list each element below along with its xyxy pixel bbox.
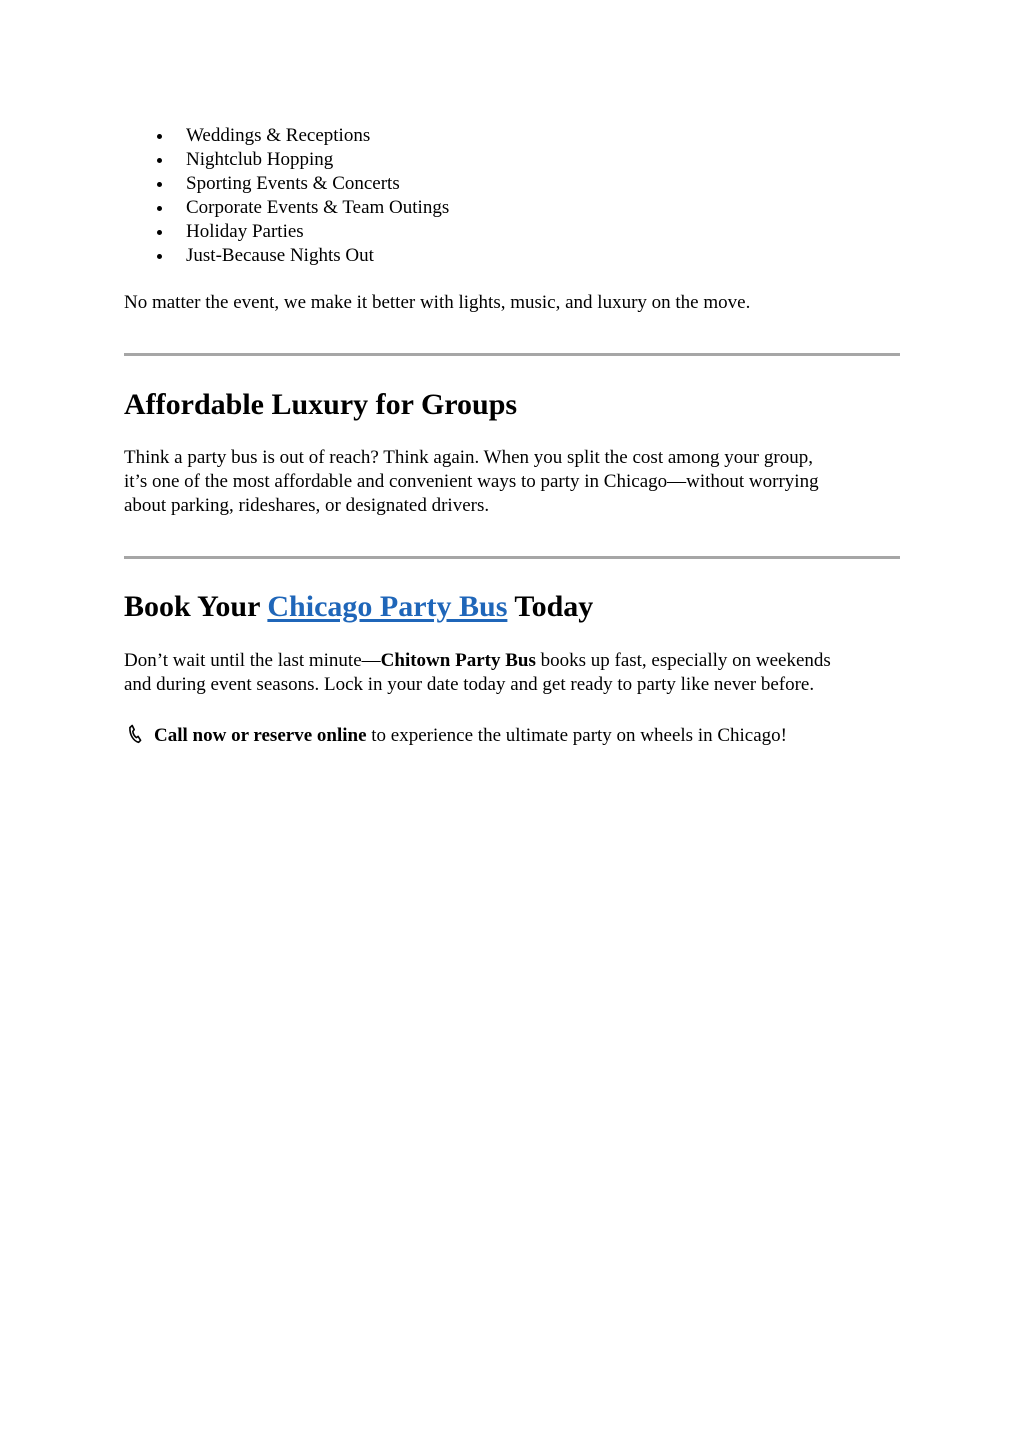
- list-item: [154, 196, 449, 220]
- event-type-list: [154, 124, 449, 268]
- bullet-icon: [157, 158, 162, 163]
- book-heading: [124, 589, 593, 625]
- paragraph-line: Think a party bus is out of reach? Think again. When you split the cost among your group,: [124, 447, 813, 468]
- company-name: Chitown Party Bus: [380, 650, 536, 671]
- list-item-text: Sporting Events & Concerts: [186, 173, 400, 194]
- book-heading-prefix: Book Your: [124, 590, 268, 623]
- phone-icon: [128, 724, 142, 744]
- chicago-party-bus-link[interactable]: Chicago Party Bus: [267, 590, 508, 623]
- book-heading-suffix: Today: [507, 590, 594, 623]
- cta-bold-text: Call now or reserve online: [154, 725, 367, 746]
- bullet-icon: [157, 230, 162, 235]
- bullet-icon: [157, 134, 162, 139]
- bullet-icon: [157, 206, 162, 211]
- section-divider: [124, 353, 900, 356]
- affordable-paragraph: [124, 446, 900, 518]
- list-item-text: Corporate Events & Team Outings: [186, 197, 450, 218]
- events-closing-paragraph: No matter the event, we make it better with lights, music, and luxury on the move.: [124, 292, 751, 313]
- paragraph-line: about parking, rideshares, or designated drivers.: [124, 495, 490, 516]
- paragraph-line: it’s one of the most affordable and convenient ways to party in Chicago—without worrying: [124, 471, 819, 492]
- affordable-heading: Affordable Luxury for Groups: [124, 388, 518, 421]
- list-item-text: Weddings & Receptions: [186, 125, 371, 146]
- list-item-text: Holiday Parties: [186, 221, 304, 242]
- list-item: [154, 148, 449, 172]
- list-item-text: Just-Because Nights Out: [186, 245, 374, 266]
- paragraph-line: [124, 649, 900, 673]
- bullet-icon: [157, 182, 162, 187]
- list-item: [154, 244, 449, 268]
- list-item-text: Nightclub Hopping: [186, 149, 334, 170]
- section-divider: [124, 556, 900, 559]
- paragraph-text: books up fast, especially on weekends: [535, 650, 831, 671]
- paragraph-line: and during event seasons. Lock in your date today and get ready to party like never before.: [124, 674, 815, 695]
- book-paragraph: [124, 649, 900, 697]
- list-item: [154, 220, 449, 244]
- call-to-action: [124, 724, 900, 748]
- cta-text: to experience the ultimate party on wheels in Chicago!: [366, 725, 787, 746]
- list-item: [154, 172, 449, 196]
- bullet-icon: [157, 254, 162, 259]
- paragraph-text: Don’t wait until the last minute—: [124, 650, 381, 671]
- list-item: [154, 124, 449, 148]
